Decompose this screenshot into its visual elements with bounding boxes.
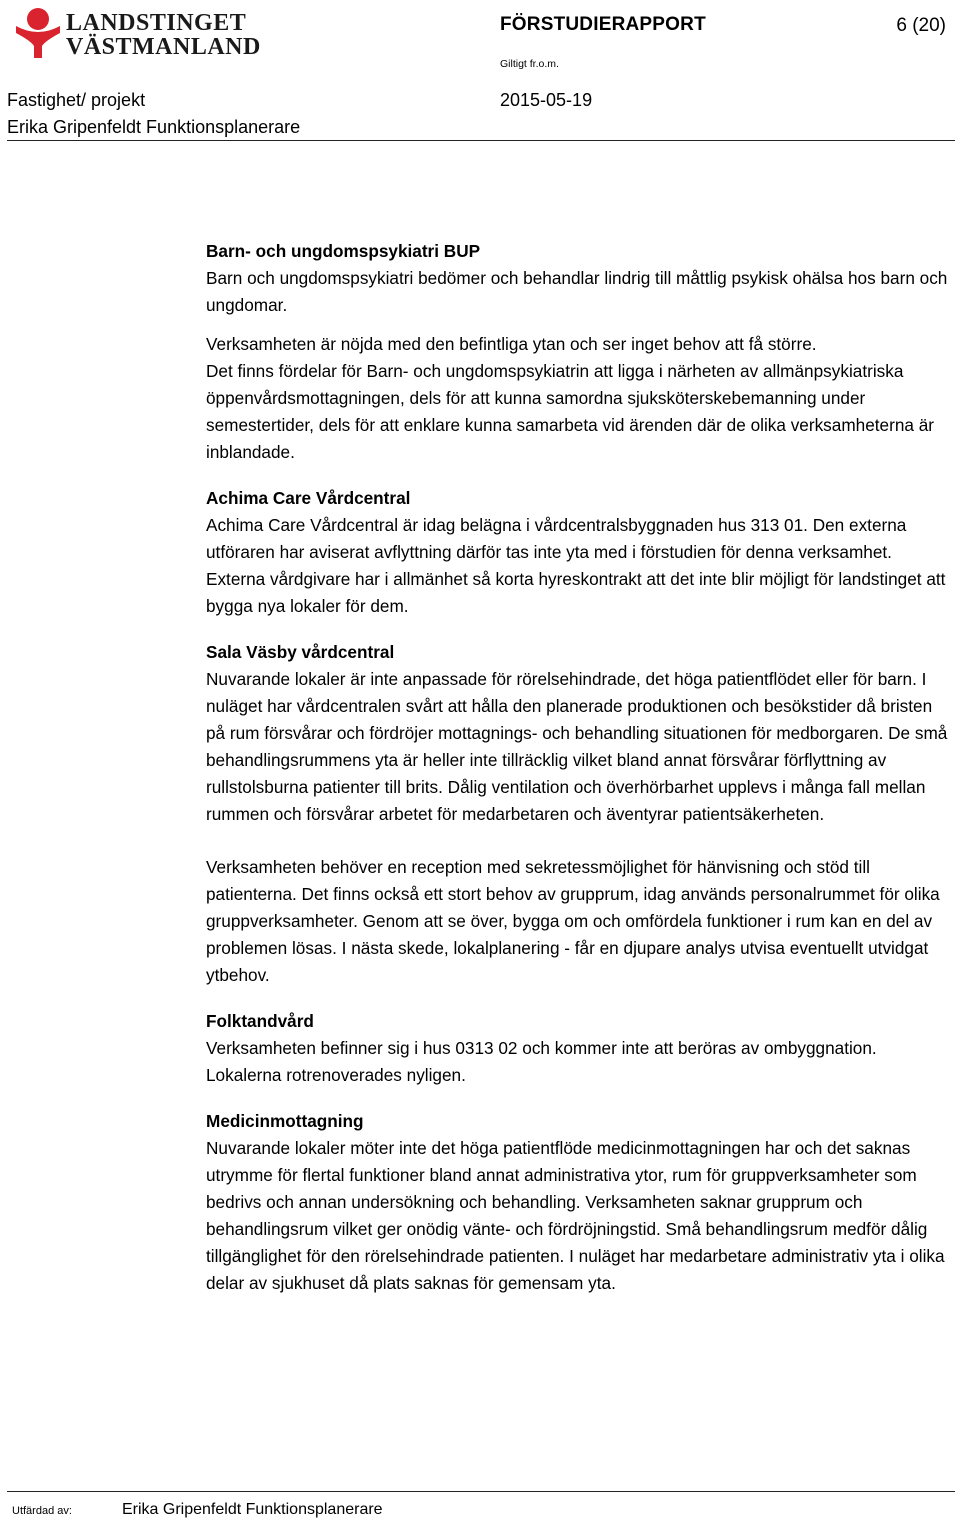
page-number: 6 (20) bbox=[896, 15, 946, 36]
logo-text-line1: LANDSTINGET bbox=[66, 10, 247, 36]
paragraph: Nuvarande lokaler möter inte det höga patientflöde medicinmottagningen har och det saknas utrymme för flertal funktioner bland annat administrativa ytor, rum för gruppverksamheter som bedrivs och annan undersökning och behandling. Verksamheten saknar grupprum och behandlingsrum vilket ger onödig vänte- och fördröjningstid. Små behandlingsrum medför dålig tillgänglighet för den rörelsehindrade patienten. I nuläget har medarbetare administrativ yta i olika delar av sjukhuset då plats saknas för gemensam yta. bbox=[206, 1138, 945, 1293]
section-bup bbox=[206, 238, 951, 466]
document-author: Erika Gripenfeldt Funktionsplanerare bbox=[7, 117, 301, 137]
section-heading: Folktandvård bbox=[206, 1011, 314, 1031]
section-heading: Achima Care Vårdcentral bbox=[206, 488, 411, 508]
section-medicin bbox=[206, 1108, 951, 1297]
paragraph: Achima Care Vårdcentral är idag belägna i vårdcentralsbyggnaden hus 313 01. Den externa utföraren har aviserat avflyttning därför tas inte yta med i förstudien för denna verksamhet. Externa vårdgivare har i allmänhet så korta hyreskontrakt att det inte blir möjligt för landstinget att bygga nya lokaler för dem. bbox=[206, 515, 946, 616]
header-divider bbox=[7, 140, 955, 141]
paragraph: Verksamheten befinner sig i hus 0313 02 och kommer inte att beröras av ombyggnation. Lokalerna rotrenoverades nyligen. bbox=[206, 1038, 877, 1085]
issued-by-name: Erika Gripenfeldt Funktionsplanerare bbox=[122, 1501, 383, 1518]
logo-emblem-icon bbox=[12, 4, 64, 60]
paragraph: Nuvarande lokaler är inte anpassade för rörelsehindrade, det höga patientflödet eller för barn. I nuläget har vårdcentralen svårt att hålla den planerade produktionen och besökstider då bristen på rum försvårar och fördröjer mottagnings- och behandling situationen för medborgaren. De små behandlingsrummens yta är heller inte tillräcklig vilket bland annat försvårar förflyttning av rullstolsburna patienter till brits. Dålig ventilation och överhörbarhet upplevs i många fall mellan rummen och försvårar arbetet för medarbetaren och äventyrar patientsäkerheten. bbox=[206, 669, 948, 824]
issued-by-label: Utfärdad av: bbox=[12, 1505, 72, 1517]
document-body bbox=[206, 238, 951, 1297]
paragraph: Det finns fördelar för Barn- och ungdomspsykiatrin att ligga i närheten av allmänpsykiatriska öppenvårdsmottagningen, dels för att kunna samordna sjuksköterskebemanning under semestertider, dels för att enklare kunna samarbeta vid ärenden där de olika verksamheterna är inblandade. bbox=[206, 361, 934, 462]
section-heading: Medicinmottagning bbox=[206, 1111, 364, 1131]
document-type: FÖRSTUDIERAPPORT bbox=[500, 14, 706, 35]
property-project-label: Fastighet/ projekt bbox=[7, 90, 146, 110]
validity-label: Giltigt fr.o.m. bbox=[500, 58, 559, 70]
section-folktandvard bbox=[206, 1008, 951, 1089]
document-date: 2015-05-19 bbox=[500, 90, 593, 110]
logo-text-line2: VÄSTMANLAND bbox=[66, 34, 261, 60]
landstinget-logo bbox=[12, 4, 261, 60]
footer-divider bbox=[7, 1491, 955, 1492]
paragraph: Barn och ungdomspsykiatri bedömer och behandlar lindrig till måttlig psykisk ohälsa hos barn och ungdomar. bbox=[206, 268, 948, 315]
section-sala bbox=[206, 639, 951, 989]
section-heading: Barn- och ungdomspsykiatri BUP bbox=[206, 241, 481, 261]
section-heading: Sala Väsby vårdcentral bbox=[206, 642, 395, 662]
paragraph: Verksamheten är nöjda med den befintliga ytan och ser inget behov att få större. bbox=[206, 334, 817, 354]
section-achima bbox=[206, 485, 951, 620]
paragraph: Verksamheten behöver en reception med sekretessmöjlighet för hänvisning och stöd till patienterna. Det finns också ett stort behov av grupprum, idag används personalrummet för olika gruppverksamheter. Genom att se över, bygga om och omfördela funktioner i rum kan en del av problemen lösas. I nästa skede, lokalplanering - får en djupare analys utvisa eventuellt utvidgat ytbehov. bbox=[206, 857, 940, 985]
